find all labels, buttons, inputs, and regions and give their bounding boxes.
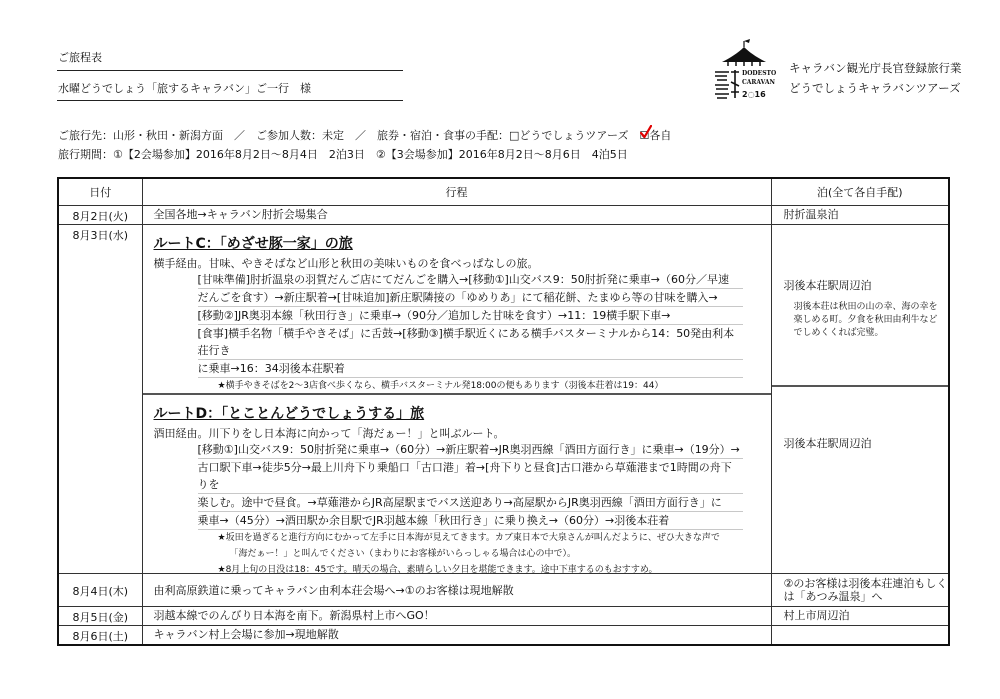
day-date: 8月4日(木) <box>58 574 142 607</box>
trip-period: 旅行期間：①【2会場参加】2016年8月2日～8月4日 2泊3日 ②【3会場参加】2016年8月2日～8月6日 4泊5日 <box>58 148 628 161</box>
route-c-step: だんごを食す）→新庄駅着→[甘味追加]新庄駅隣接の「ゆめりあ」にて稲花餅、たまゆら等の甘味を購入→ <box>198 289 743 307</box>
company-info <box>789 58 962 98</box>
route-d-stay-block <box>772 385 949 563</box>
self-arrange-label: 各自 <box>649 129 672 142</box>
header-itinerary: 行程 <box>142 178 771 206</box>
day-stay: ②のお客様は羽後本荘連泊もしくは「あつみ温泉」へ <box>771 574 949 607</box>
day-plan: キャラバン村上会場に参加→現地解散 <box>142 626 771 646</box>
route-c-title: ルートC：「めざせ豚一家」の旅 <box>153 236 353 252</box>
day-stay: 村上市周辺泊 <box>771 607 949 626</box>
day-date: 8月5日(金) <box>58 607 142 626</box>
company-registration: キャラバン観光庁長官登録旅行業 <box>789 61 962 75</box>
table-header-row <box>58 178 949 206</box>
day-stay <box>771 626 949 646</box>
route-c-step: [食事]横手名物「横手やきそば」に舌鼓→[移動③]横手駅近くにある横手バスターミナルから14：50発由利本荘行き <box>198 325 743 360</box>
day-plan: 全国各地→キャラバン肘折会場集合 <box>142 206 771 225</box>
header-stay: 泊(全て各自手配) <box>771 178 949 206</box>
table-row <box>58 206 949 225</box>
header-date: 日付 <box>58 178 142 206</box>
day-plan-routes <box>142 225 771 574</box>
day-stay: 肘折温泉泊 <box>771 206 949 225</box>
route-d-note: 「海だぁー！」と叫んでください（まわりにお客様がいらっしゃる場合は心の中で）。 <box>229 549 577 559</box>
route-d-note: ★8月上旬の日没は18：45です。晴天の場合、素晴らしい夕日を堪能できます。途中下車するのもおすすめ。 <box>217 565 658 575</box>
table-row <box>58 607 949 626</box>
day-date: 8月6日(土) <box>58 626 142 646</box>
route-d-step: [移動①]山交バス9：50肘折発に乗車→（60分）→新庄駅着→JR奥羽西線「酒田方面行き」に乗車→（19分）→ <box>198 441 743 459</box>
route-d-subtitle: 酒田経由。川下りをし日本海に向かって「海だぁー！」と叫ぶルート。 <box>153 427 505 440</box>
route-d-note: ★坂田を過ぎると進行方向にむかって左手に日本海が見えてきます。カブ東日本で大泉さんが叫んだように、ぜひ大きな声で <box>217 533 720 543</box>
table-row <box>58 225 949 574</box>
route-d-step: 古口駅下車→徒歩5分→最上川舟下り乗船口「古口港」着→[舟下りと昼食]古口港から草薙港まで1時間の舟下りを <box>198 459 743 494</box>
route-c <box>143 233 771 393</box>
day-stay-routes <box>771 225 949 574</box>
caravan-logo-icon <box>712 38 786 102</box>
svg-text:CARAVAN: CARAVAN <box>742 79 775 86</box>
self-arrange-checkbox[interactable]: ☑ <box>640 129 650 142</box>
client-underline <box>57 100 403 101</box>
svg-text:2◌16: 2◌16 <box>742 90 766 99</box>
route-d-stay: 羽後本荘駅周辺泊 <box>783 437 872 450</box>
route-c-step: [移動②]JR奥羽本線「秋田行き」に乗車→（90分／追加した甘味を食す）→11：19横手駅下車→ <box>198 307 743 325</box>
trip-destination: ご旅行先：山形・秋田・新潟方面 ／ ご参加人数：未定 ／ 旅券・宿泊・食事の手配：□どうでしょうツアーズ <box>58 129 640 142</box>
day-plan: 由利高原鉄道に乗ってキャラバン由利本荘会場へ→①のお客様は現地解散 <box>142 574 771 607</box>
route-c-step: に乗車→16：34羽後本荘駅着 <box>198 360 743 378</box>
route-c-step: [甘味準備]肘折温泉の羽賀だんご店にてだんごを購入→[移動①]山交バス9：50肘折発に乗車→（60分／早速 <box>198 271 743 289</box>
day-date: 8月2日(火) <box>58 206 142 225</box>
day-plan: 羽越本線でのんびり日本海を南下。新潟県村上市へGO！ <box>142 607 771 626</box>
table-row <box>58 574 949 607</box>
trip-destination-line <box>58 127 671 143</box>
company-name: どうでしょうキャラバンツアーズ <box>789 81 961 95</box>
itinerary-table <box>57 177 950 646</box>
route-c-stay: 羽後本荘駅周辺泊 <box>783 279 872 292</box>
title-underline <box>57 70 403 71</box>
route-d-step: 楽しむ。途中で昼食。→草薙港からJR高屋駅までバス送迎あり→高屋駅からJR奥羽西線「酒田方面行き」に <box>198 494 743 512</box>
client-name: 水曜どうでしょう「旅するキャラバン」ご一行 様 <box>58 82 311 95</box>
route-d <box>143 393 771 573</box>
route-c-stay-block <box>772 225 949 385</box>
route-c-subtitle: 横手経由。甘味、やきそばなど山形と秋田の美味いものを食べっぱなしの旅。 <box>153 257 539 270</box>
route-d-title: ルートD：「とことんどうでしょうする」旅 <box>153 406 425 422</box>
document-title: ご旅程表 <box>58 51 102 64</box>
route-c-note: ★横手やきそばを2～3店食べ歩くなら、横手バスターミナル発18:00の便もあります（羽後本荘着は19：44） <box>217 381 664 391</box>
route-c-stay-note: 羽後本荘は秋田の山の幸、海の幸を楽しめる町。夕食を秋田由利牛などでしめくくれば完璧。 <box>793 302 938 338</box>
svg-text:DODESTO: DODESTO <box>742 70 777 77</box>
day-date: 8月3日(水) <box>58 225 142 574</box>
table-row <box>58 626 949 646</box>
route-d-step: 乗車→（45分）→酒田駅か余目駅でJR羽越本線「秋田行き」に乗り換え→（60分）→羽後本荘着 <box>198 512 743 530</box>
